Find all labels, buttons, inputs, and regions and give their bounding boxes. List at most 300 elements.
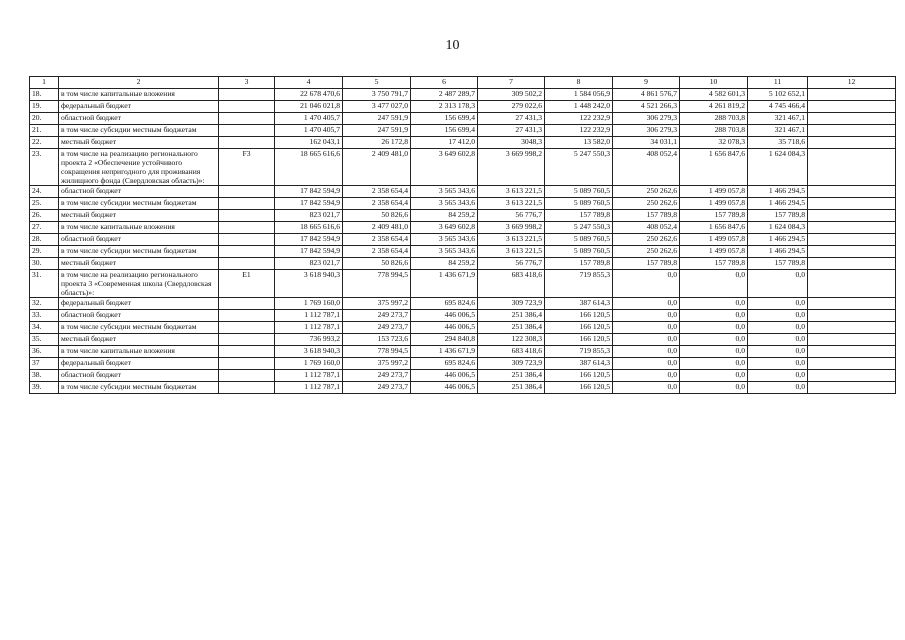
value-cell: 157 789,8 bbox=[613, 210, 680, 222]
value-cell: 3 565 343,6 bbox=[411, 186, 478, 198]
empty-cell bbox=[808, 149, 896, 186]
value-cell: 166 120,5 bbox=[545, 310, 613, 322]
value-cell: 247 591,9 bbox=[343, 113, 411, 125]
table-row bbox=[30, 125, 896, 137]
value-cell: 249 273,7 bbox=[343, 310, 411, 322]
value-cell: 18 665 616,6 bbox=[275, 149, 343, 186]
value-cell: 250 262,6 bbox=[613, 234, 680, 246]
value-cell: 249 273,7 bbox=[343, 322, 411, 334]
row-description-cell: местный бюджет bbox=[59, 210, 219, 222]
empty-cell bbox=[808, 222, 896, 234]
header-cell: 3 bbox=[219, 77, 275, 89]
value-cell: 17 842 594,9 bbox=[275, 198, 343, 210]
table-row bbox=[30, 298, 896, 310]
value-cell: 0,0 bbox=[748, 322, 808, 334]
row-code-cell bbox=[219, 210, 275, 222]
value-cell: 719 855,3 bbox=[545, 270, 613, 298]
value-cell: 122 232,9 bbox=[545, 113, 613, 125]
value-cell: 35 718,6 bbox=[748, 137, 808, 149]
empty-cell bbox=[808, 89, 896, 101]
row-number-cell: 26. bbox=[30, 210, 59, 222]
value-cell: 2 409 481,0 bbox=[343, 149, 411, 186]
table-row bbox=[30, 370, 896, 382]
value-cell: 0,0 bbox=[613, 370, 680, 382]
value-cell: 1 769 160,0 bbox=[275, 298, 343, 310]
header-cell: 5 bbox=[343, 77, 411, 89]
value-cell: 4 521 266,3 bbox=[613, 101, 680, 113]
value-cell: 156 699,4 bbox=[411, 125, 478, 137]
row-number-cell: 34. bbox=[30, 322, 59, 334]
row-code-cell bbox=[219, 113, 275, 125]
value-cell: 294 840,8 bbox=[411, 334, 478, 346]
header-cell: 1 bbox=[30, 77, 59, 89]
row-code-cell bbox=[219, 310, 275, 322]
value-cell: 375 997,2 bbox=[343, 298, 411, 310]
value-cell: 157 789,8 bbox=[680, 210, 748, 222]
value-cell: 17 842 594,9 bbox=[275, 234, 343, 246]
empty-cell bbox=[808, 370, 896, 382]
row-description-cell: федеральный бюджет bbox=[59, 101, 219, 113]
value-cell: 157 789,8 bbox=[613, 258, 680, 270]
value-cell: 3 669 998,2 bbox=[478, 222, 545, 234]
row-description-cell: областной бюджет bbox=[59, 370, 219, 382]
row-number-cell: 21. bbox=[30, 125, 59, 137]
empty-cell bbox=[808, 258, 896, 270]
value-cell: 2 313 178,3 bbox=[411, 101, 478, 113]
value-cell: 249 273,7 bbox=[343, 370, 411, 382]
value-cell: 1 448 242,0 bbox=[545, 101, 613, 113]
value-cell: 84 259,2 bbox=[411, 258, 478, 270]
row-code-cell bbox=[219, 186, 275, 198]
row-code-cell bbox=[219, 222, 275, 234]
value-cell: 27 431,3 bbox=[478, 125, 545, 137]
value-cell: 823 021,7 bbox=[275, 258, 343, 270]
row-description-cell: областной бюджет bbox=[59, 310, 219, 322]
empty-cell bbox=[808, 382, 896, 394]
value-cell: 166 120,5 bbox=[545, 334, 613, 346]
value-cell: 122 308,3 bbox=[478, 334, 545, 346]
value-cell: 1 466 294,5 bbox=[748, 234, 808, 246]
value-cell: 250 262,6 bbox=[613, 198, 680, 210]
row-code-cell bbox=[219, 358, 275, 370]
value-cell: 446 006,5 bbox=[411, 370, 478, 382]
row-description-cell: в том числе на реализацию регионального проекта 3 «Современная школа (Свердловская область)»: bbox=[59, 270, 219, 298]
value-cell: 1 624 084,3 bbox=[748, 222, 808, 234]
value-cell: 321 467,1 bbox=[748, 125, 808, 137]
row-code-cell: E1 bbox=[219, 270, 275, 298]
table-row bbox=[30, 346, 896, 358]
value-cell: 306 279,3 bbox=[613, 125, 680, 137]
value-cell: 321 467,1 bbox=[748, 113, 808, 125]
value-cell: 157 789,8 bbox=[680, 258, 748, 270]
row-description-cell: местный бюджет bbox=[59, 137, 219, 149]
table-row bbox=[30, 186, 896, 198]
row-code-cell bbox=[219, 101, 275, 113]
value-cell: 34 031,1 bbox=[613, 137, 680, 149]
empty-cell bbox=[808, 113, 896, 125]
table-row bbox=[30, 310, 896, 322]
value-cell: 3 565 343,6 bbox=[411, 234, 478, 246]
value-cell: 695 824,6 bbox=[411, 358, 478, 370]
value-cell: 279 022,6 bbox=[478, 101, 545, 113]
row-number-cell: 30. bbox=[30, 258, 59, 270]
row-description-cell: местный бюджет bbox=[59, 334, 219, 346]
value-cell: 21 046 021,8 bbox=[275, 101, 343, 113]
value-cell: 3 618 940,3 bbox=[275, 346, 343, 358]
row-description-cell: в том числе субсидии местным бюджетам bbox=[59, 246, 219, 258]
header-cell: 2 bbox=[59, 77, 219, 89]
value-cell: 3 565 343,6 bbox=[411, 198, 478, 210]
empty-cell bbox=[808, 298, 896, 310]
row-description-cell: федеральный бюджет bbox=[59, 358, 219, 370]
value-cell: 3 565 343,6 bbox=[411, 246, 478, 258]
value-cell: 2 409 481,0 bbox=[343, 222, 411, 234]
table-row bbox=[30, 334, 896, 346]
row-code-cell bbox=[219, 346, 275, 358]
row-number-cell: 29. bbox=[30, 246, 59, 258]
value-cell: 3 649 602,8 bbox=[411, 222, 478, 234]
value-cell: 251 386,4 bbox=[478, 310, 545, 322]
table-row bbox=[30, 113, 896, 125]
row-number-cell: 39. bbox=[30, 382, 59, 394]
empty-cell bbox=[808, 137, 896, 149]
row-code-cell bbox=[219, 370, 275, 382]
value-cell: 387 614,3 bbox=[545, 298, 613, 310]
value-cell: 0,0 bbox=[748, 334, 808, 346]
value-cell: 3048,3 bbox=[478, 137, 545, 149]
value-cell: 4 582 601,3 bbox=[680, 89, 748, 101]
value-cell: 446 006,5 bbox=[411, 310, 478, 322]
value-cell: 3 669 998,2 bbox=[478, 149, 545, 186]
value-cell: 18 665 616,6 bbox=[275, 222, 343, 234]
value-cell: 736 993,2 bbox=[275, 334, 343, 346]
value-cell: 0,0 bbox=[748, 270, 808, 298]
row-code-cell: F3 bbox=[219, 149, 275, 186]
value-cell: 1 499 057,8 bbox=[680, 186, 748, 198]
header-cell: 12 bbox=[808, 77, 896, 89]
row-description-cell: в том числе субсидии местным бюджетам bbox=[59, 322, 219, 334]
row-description-cell: в том числе капитальные вложения bbox=[59, 89, 219, 101]
table-row bbox=[30, 222, 896, 234]
value-cell: 0,0 bbox=[680, 346, 748, 358]
value-cell: 375 997,2 bbox=[343, 358, 411, 370]
row-number-cell: 22. bbox=[30, 137, 59, 149]
row-code-cell bbox=[219, 125, 275, 137]
value-cell: 1 499 057,8 bbox=[680, 198, 748, 210]
value-cell: 156 699,4 bbox=[411, 113, 478, 125]
value-cell: 250 262,6 bbox=[613, 246, 680, 258]
table-row bbox=[30, 101, 896, 113]
value-cell: 84 259,2 bbox=[411, 210, 478, 222]
value-cell: 683 418,6 bbox=[478, 346, 545, 358]
row-number-cell: 19. bbox=[30, 101, 59, 113]
value-cell: 157 789,8 bbox=[748, 258, 808, 270]
value-cell: 778 994,5 bbox=[343, 270, 411, 298]
value-cell: 5 089 760,5 bbox=[545, 234, 613, 246]
value-cell: 719 855,3 bbox=[545, 346, 613, 358]
value-cell: 250 262,6 bbox=[613, 186, 680, 198]
value-cell: 309 723,9 bbox=[478, 358, 545, 370]
row-description-cell: в том числе на реализацию регионального проекта 2 «Обеспечение устойчивого сокращения непригодного для проживания жилищного фонда (Свердловская область)»: bbox=[59, 149, 219, 186]
value-cell: 50 826,6 bbox=[343, 210, 411, 222]
row-number-cell: 33. bbox=[30, 310, 59, 322]
row-code-cell bbox=[219, 198, 275, 210]
value-cell: 778 994,5 bbox=[343, 346, 411, 358]
value-cell: 1 112 787,1 bbox=[275, 310, 343, 322]
value-cell: 4 745 466,4 bbox=[748, 101, 808, 113]
budget-table bbox=[29, 76, 896, 394]
table-row bbox=[30, 149, 896, 186]
value-cell: 1 466 294,5 bbox=[748, 246, 808, 258]
value-cell: 1 112 787,1 bbox=[275, 322, 343, 334]
value-cell: 22 678 470,6 bbox=[275, 89, 343, 101]
value-cell: 0,0 bbox=[680, 310, 748, 322]
row-number-cell: 37 bbox=[30, 358, 59, 370]
empty-cell bbox=[808, 101, 896, 113]
value-cell: 695 824,6 bbox=[411, 298, 478, 310]
header-cell: 11 bbox=[748, 77, 808, 89]
header-cell: 8 bbox=[545, 77, 613, 89]
value-cell: 446 006,5 bbox=[411, 322, 478, 334]
value-cell: 0,0 bbox=[748, 382, 808, 394]
empty-cell bbox=[808, 186, 896, 198]
value-cell: 0,0 bbox=[613, 358, 680, 370]
value-cell: 1 436 671,9 bbox=[411, 270, 478, 298]
value-cell: 408 052,4 bbox=[613, 149, 680, 186]
value-cell: 683 418,6 bbox=[478, 270, 545, 298]
value-cell: 1 499 057,8 bbox=[680, 234, 748, 246]
value-cell: 5 247 550,3 bbox=[545, 222, 613, 234]
table-row bbox=[30, 210, 896, 222]
value-cell: 17 412,0 bbox=[411, 137, 478, 149]
value-cell: 26 172,8 bbox=[343, 137, 411, 149]
value-cell: 56 776,7 bbox=[478, 210, 545, 222]
empty-cell bbox=[808, 234, 896, 246]
value-cell: 157 789,8 bbox=[545, 210, 613, 222]
value-cell: 166 120,5 bbox=[545, 370, 613, 382]
header-cell: 7 bbox=[478, 77, 545, 89]
row-description-cell: областной бюджет bbox=[59, 234, 219, 246]
row-description-cell: в том числе субсидии местным бюджетам bbox=[59, 198, 219, 210]
empty-cell bbox=[808, 246, 896, 258]
value-cell: 1 769 160,0 bbox=[275, 358, 343, 370]
value-cell: 5 089 760,5 bbox=[545, 198, 613, 210]
value-cell: 0,0 bbox=[680, 334, 748, 346]
value-cell: 4 261 819,2 bbox=[680, 101, 748, 113]
empty-cell bbox=[808, 358, 896, 370]
value-cell: 2 358 654,4 bbox=[343, 234, 411, 246]
value-cell: 446 006,5 bbox=[411, 382, 478, 394]
row-description-cell: федеральный бюджет bbox=[59, 298, 219, 310]
empty-cell bbox=[808, 210, 896, 222]
empty-cell bbox=[808, 198, 896, 210]
row-number-cell: 20. bbox=[30, 113, 59, 125]
value-cell: 1 470 405,7 bbox=[275, 113, 343, 125]
row-description-cell: в том числе субсидии местным бюджетам bbox=[59, 125, 219, 137]
value-cell: 0,0 bbox=[748, 346, 808, 358]
value-cell: 17 842 594,9 bbox=[275, 186, 343, 198]
table-row bbox=[30, 234, 896, 246]
value-cell: 247 591,9 bbox=[343, 125, 411, 137]
value-cell: 3 618 940,3 bbox=[275, 270, 343, 298]
value-cell: 0,0 bbox=[613, 298, 680, 310]
table-row bbox=[30, 358, 896, 370]
empty-cell bbox=[808, 125, 896, 137]
value-cell: 3 613 221,5 bbox=[478, 186, 545, 198]
row-number-cell: 38. bbox=[30, 370, 59, 382]
row-code-cell bbox=[219, 382, 275, 394]
row-description-cell: областной бюджет bbox=[59, 186, 219, 198]
value-cell: 3 477 027,0 bbox=[343, 101, 411, 113]
value-cell: 0,0 bbox=[613, 322, 680, 334]
row-description-cell: областной бюджет bbox=[59, 113, 219, 125]
value-cell: 3 649 602,8 bbox=[411, 149, 478, 186]
value-cell: 0,0 bbox=[680, 382, 748, 394]
value-cell: 306 279,3 bbox=[613, 113, 680, 125]
value-cell: 387 614,3 bbox=[545, 358, 613, 370]
value-cell: 0,0 bbox=[680, 370, 748, 382]
table-row bbox=[30, 322, 896, 334]
row-description-cell: местный бюджет bbox=[59, 258, 219, 270]
page-number: 10 bbox=[445, 38, 460, 53]
value-cell: 1 436 671,9 bbox=[411, 346, 478, 358]
header-cell: 10 bbox=[680, 77, 748, 89]
value-cell: 1 584 056,9 bbox=[545, 89, 613, 101]
value-cell: 288 703,8 bbox=[680, 113, 748, 125]
value-cell: 0,0 bbox=[748, 298, 808, 310]
value-cell: 0,0 bbox=[613, 334, 680, 346]
value-cell: 3 613 221,5 bbox=[478, 198, 545, 210]
value-cell: 13 582,0 bbox=[545, 137, 613, 149]
value-cell: 2 487 289,7 bbox=[411, 89, 478, 101]
value-cell: 823 021,7 bbox=[275, 210, 343, 222]
table-row bbox=[30, 270, 896, 298]
row-number-cell: 25. bbox=[30, 198, 59, 210]
table-row bbox=[30, 198, 896, 210]
row-number-cell: 23. bbox=[30, 149, 59, 186]
value-cell: 153 723,6 bbox=[343, 334, 411, 346]
table-row bbox=[30, 258, 896, 270]
value-cell: 288 703,8 bbox=[680, 125, 748, 137]
row-number-cell: 28. bbox=[30, 234, 59, 246]
value-cell: 0,0 bbox=[613, 310, 680, 322]
table-row bbox=[30, 89, 896, 101]
row-description-cell: в том числе капитальные вложения bbox=[59, 346, 219, 358]
value-cell: 166 120,5 bbox=[545, 382, 613, 394]
value-cell: 0,0 bbox=[680, 358, 748, 370]
table-row bbox=[30, 246, 896, 258]
value-cell: 1 466 294,5 bbox=[748, 186, 808, 198]
value-cell: 1 112 787,1 bbox=[275, 370, 343, 382]
value-cell: 0,0 bbox=[748, 358, 808, 370]
row-code-cell bbox=[219, 298, 275, 310]
value-cell: 0,0 bbox=[613, 346, 680, 358]
empty-cell bbox=[808, 346, 896, 358]
value-cell: 5 089 760,5 bbox=[545, 246, 613, 258]
value-cell: 5 247 550,3 bbox=[545, 149, 613, 186]
empty-cell bbox=[808, 322, 896, 334]
header-cell: 9 bbox=[613, 77, 680, 89]
value-cell: 249 273,7 bbox=[343, 382, 411, 394]
value-cell: 4 861 576,7 bbox=[613, 89, 680, 101]
value-cell: 122 232,9 bbox=[545, 125, 613, 137]
value-cell: 157 789,8 bbox=[545, 258, 613, 270]
empty-cell bbox=[808, 310, 896, 322]
row-number-cell: 36. bbox=[30, 346, 59, 358]
row-code-cell bbox=[219, 234, 275, 246]
value-cell: 1 112 787,1 bbox=[275, 382, 343, 394]
value-cell: 2 358 654,4 bbox=[343, 198, 411, 210]
header-cell: 6 bbox=[411, 77, 478, 89]
value-cell: 1 499 057,8 bbox=[680, 246, 748, 258]
value-cell: 27 431,3 bbox=[478, 113, 545, 125]
value-cell: 0,0 bbox=[748, 310, 808, 322]
value-cell: 2 358 654,4 bbox=[343, 246, 411, 258]
value-cell: 50 826,6 bbox=[343, 258, 411, 270]
value-cell: 309 502,2 bbox=[478, 89, 545, 101]
value-cell: 0,0 bbox=[680, 322, 748, 334]
row-number-cell: 27. bbox=[30, 222, 59, 234]
value-cell: 251 386,4 bbox=[478, 322, 545, 334]
row-number-cell: 18. bbox=[30, 89, 59, 101]
row-description-cell: в том числе субсидии местным бюджетам bbox=[59, 382, 219, 394]
row-number-cell: 24. bbox=[30, 186, 59, 198]
value-cell: 56 776,7 bbox=[478, 258, 545, 270]
header-row bbox=[30, 77, 896, 89]
value-cell: 1 466 294,5 bbox=[748, 198, 808, 210]
empty-cell bbox=[808, 270, 896, 298]
value-cell: 1 656 847,6 bbox=[680, 149, 748, 186]
value-cell: 309 723,9 bbox=[478, 298, 545, 310]
value-cell: 1 656 847,6 bbox=[680, 222, 748, 234]
row-code-cell bbox=[219, 258, 275, 270]
row-number-cell: 35. bbox=[30, 334, 59, 346]
row-description-cell: в том числе капитальные вложения bbox=[59, 222, 219, 234]
value-cell: 157 789,8 bbox=[748, 210, 808, 222]
value-cell: 17 842 594,9 bbox=[275, 246, 343, 258]
row-number-cell: 32. bbox=[30, 298, 59, 310]
row-code-cell bbox=[219, 322, 275, 334]
value-cell: 3 750 791,7 bbox=[343, 89, 411, 101]
value-cell: 162 043,1 bbox=[275, 137, 343, 149]
value-cell: 251 386,4 bbox=[478, 382, 545, 394]
value-cell: 3 613 221,5 bbox=[478, 246, 545, 258]
value-cell: 1 470 405,7 bbox=[275, 125, 343, 137]
row-code-cell bbox=[219, 334, 275, 346]
empty-cell bbox=[808, 334, 896, 346]
row-code-cell bbox=[219, 246, 275, 258]
table-row bbox=[30, 137, 896, 149]
value-cell: 251 386,4 bbox=[478, 370, 545, 382]
row-code-cell bbox=[219, 137, 275, 149]
header-cell: 4 bbox=[275, 77, 343, 89]
value-cell: 2 358 654,4 bbox=[343, 186, 411, 198]
value-cell: 0,0 bbox=[613, 382, 680, 394]
table-row bbox=[30, 382, 896, 394]
row-number-cell: 31. bbox=[30, 270, 59, 298]
value-cell: 166 120,5 bbox=[545, 322, 613, 334]
value-cell: 5 102 652,1 bbox=[748, 89, 808, 101]
value-cell: 0,0 bbox=[748, 370, 808, 382]
row-code-cell bbox=[219, 89, 275, 101]
value-cell: 408 052,4 bbox=[613, 222, 680, 234]
value-cell: 0,0 bbox=[680, 298, 748, 310]
value-cell: 0,0 bbox=[680, 270, 748, 298]
value-cell: 32 078,3 bbox=[680, 137, 748, 149]
value-cell: 3 613 221,5 bbox=[478, 234, 545, 246]
value-cell: 1 624 084,3 bbox=[748, 149, 808, 186]
value-cell: 0,0 bbox=[613, 270, 680, 298]
